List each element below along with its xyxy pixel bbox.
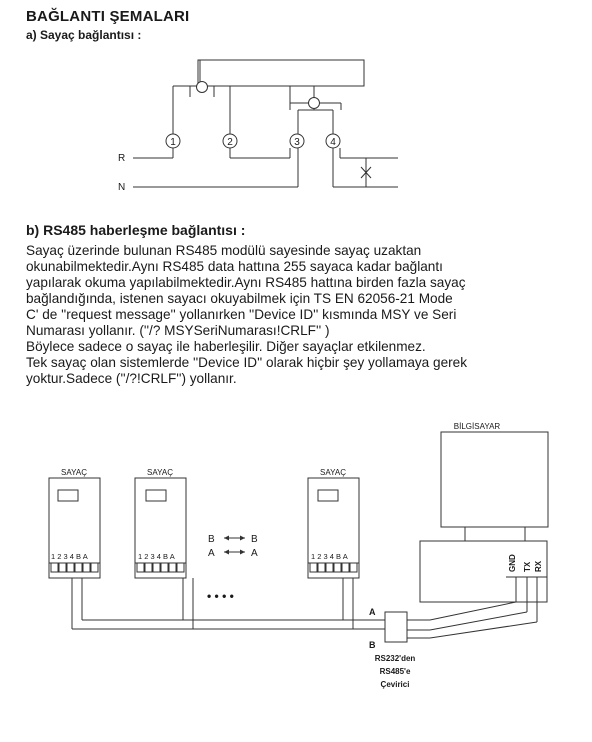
paragraph-line: yapılarak okuma yapılabilmektedir.Aynı RS485 hattına birden fazla sayaç bbox=[26, 275, 466, 290]
mapping-b-right: B bbox=[251, 534, 258, 545]
bus-b-label: B bbox=[369, 640, 376, 650]
terminal-cell bbox=[145, 563, 152, 572]
meter-top-box bbox=[198, 60, 364, 86]
meter-1-terminal-strip bbox=[51, 563, 98, 572]
meter-3-terminal-strip bbox=[310, 563, 357, 572]
terminal-cell bbox=[91, 563, 98, 572]
port-rx-label: RX bbox=[534, 560, 543, 572]
meter-2-label: SAYAÇ bbox=[147, 468, 173, 477]
rs232-rs485-converter bbox=[385, 612, 407, 642]
port-tx-label: TX bbox=[523, 561, 532, 572]
meter-1-terminal-numbers: 1 2 3 4 B A bbox=[51, 552, 88, 561]
terminal-cell bbox=[161, 563, 168, 572]
paragraph-line: Numarası yollanır. (''/? MSYSeriNumarası!CRLF'' ) bbox=[26, 323, 330, 338]
mapping-b-left: B bbox=[208, 534, 215, 545]
paragraph-line: Sayaç üzerinde bulunan RS485 modülü sayesinde sayaç uzaktan bbox=[26, 243, 422, 258]
meter-2-terminal-strip bbox=[137, 563, 184, 572]
mapping-a-right: A bbox=[251, 548, 258, 559]
paragraph-line: bağlandığında, istenen sayacı okuyabilmek için TS EN 62056-21 Mode bbox=[26, 291, 453, 306]
terminal-label-1: 1 bbox=[170, 137, 176, 148]
terminal-cell bbox=[59, 563, 66, 572]
computer-monitor bbox=[441, 432, 548, 527]
computer-label: BİLGİSAYAR bbox=[453, 422, 501, 431]
port-gnd-label: GND bbox=[508, 554, 517, 572]
terminal-cell bbox=[67, 563, 74, 572]
paragraph-line: Tek sayaç olan sistemlerde ''Device ID'' olarak hiçbir şey yollamaya gerek bbox=[26, 355, 468, 370]
page-title: BAĞLANTI ŞEMALARI bbox=[26, 8, 190, 25]
terminal-cell bbox=[83, 563, 90, 572]
terminal-cell bbox=[326, 563, 333, 572]
meter-2-terminal-numbers: 1 2 3 4 B A bbox=[138, 552, 175, 561]
converter-label-line-2: RS485'e bbox=[379, 667, 411, 676]
paragraph-line: yoktur.Sadece (''/?!CRLF'') yollanır. bbox=[26, 371, 237, 386]
terminal-label-2: 2 bbox=[227, 137, 233, 148]
terminal-cell bbox=[137, 563, 144, 572]
paragraph-line: okunabilmektedir.Aynı RS485 data hattına 255 sayaca kadar bağlantı bbox=[26, 259, 443, 274]
terminal-cell bbox=[318, 563, 325, 572]
terminal-cell bbox=[310, 563, 317, 572]
terminal-cell bbox=[153, 563, 160, 572]
terminal-cell bbox=[51, 563, 58, 572]
meter-3-label: SAYAÇ bbox=[320, 468, 346, 477]
paragraph-line: C' de ''request message'' yollanırken ''Device ID'' kısmında MSY ve Seri bbox=[26, 307, 457, 322]
more-meters-ellipsis: • • • • bbox=[207, 589, 234, 603]
converter-label-line-3: Çevirici bbox=[380, 680, 410, 689]
section-a-heading: a) Sayaç bağlantısı : bbox=[26, 28, 142, 42]
mapping-a-left: A bbox=[208, 548, 215, 559]
line-n-label: N bbox=[118, 182, 126, 193]
converter-label-line-1: RS232'den bbox=[374, 654, 416, 663]
line-r-label: R bbox=[118, 153, 126, 164]
meter-1-label: SAYAÇ bbox=[61, 468, 87, 477]
meter-3-terminal-numbers: 1 2 3 4 B A bbox=[311, 552, 348, 561]
paragraph-line: Böylece sadece o sayaç ile haberleşilir. Diğer sayaçlar etkilenmez. bbox=[26, 339, 426, 354]
terminal-cell bbox=[169, 563, 176, 572]
terminal-cell bbox=[342, 563, 349, 572]
bus-a-label: A bbox=[369, 607, 376, 617]
terminal-label-3: 3 bbox=[294, 137, 300, 148]
rs485-description bbox=[26, 243, 576, 387]
terminal-cell bbox=[334, 563, 341, 572]
terminal-cell bbox=[350, 563, 357, 572]
terminal-cell bbox=[177, 563, 184, 572]
section-b-heading: b) RS485 haberleşme bağlantısı : bbox=[26, 222, 246, 238]
terminal-cell bbox=[75, 563, 82, 572]
terminal-label-4: 4 bbox=[330, 137, 336, 148]
